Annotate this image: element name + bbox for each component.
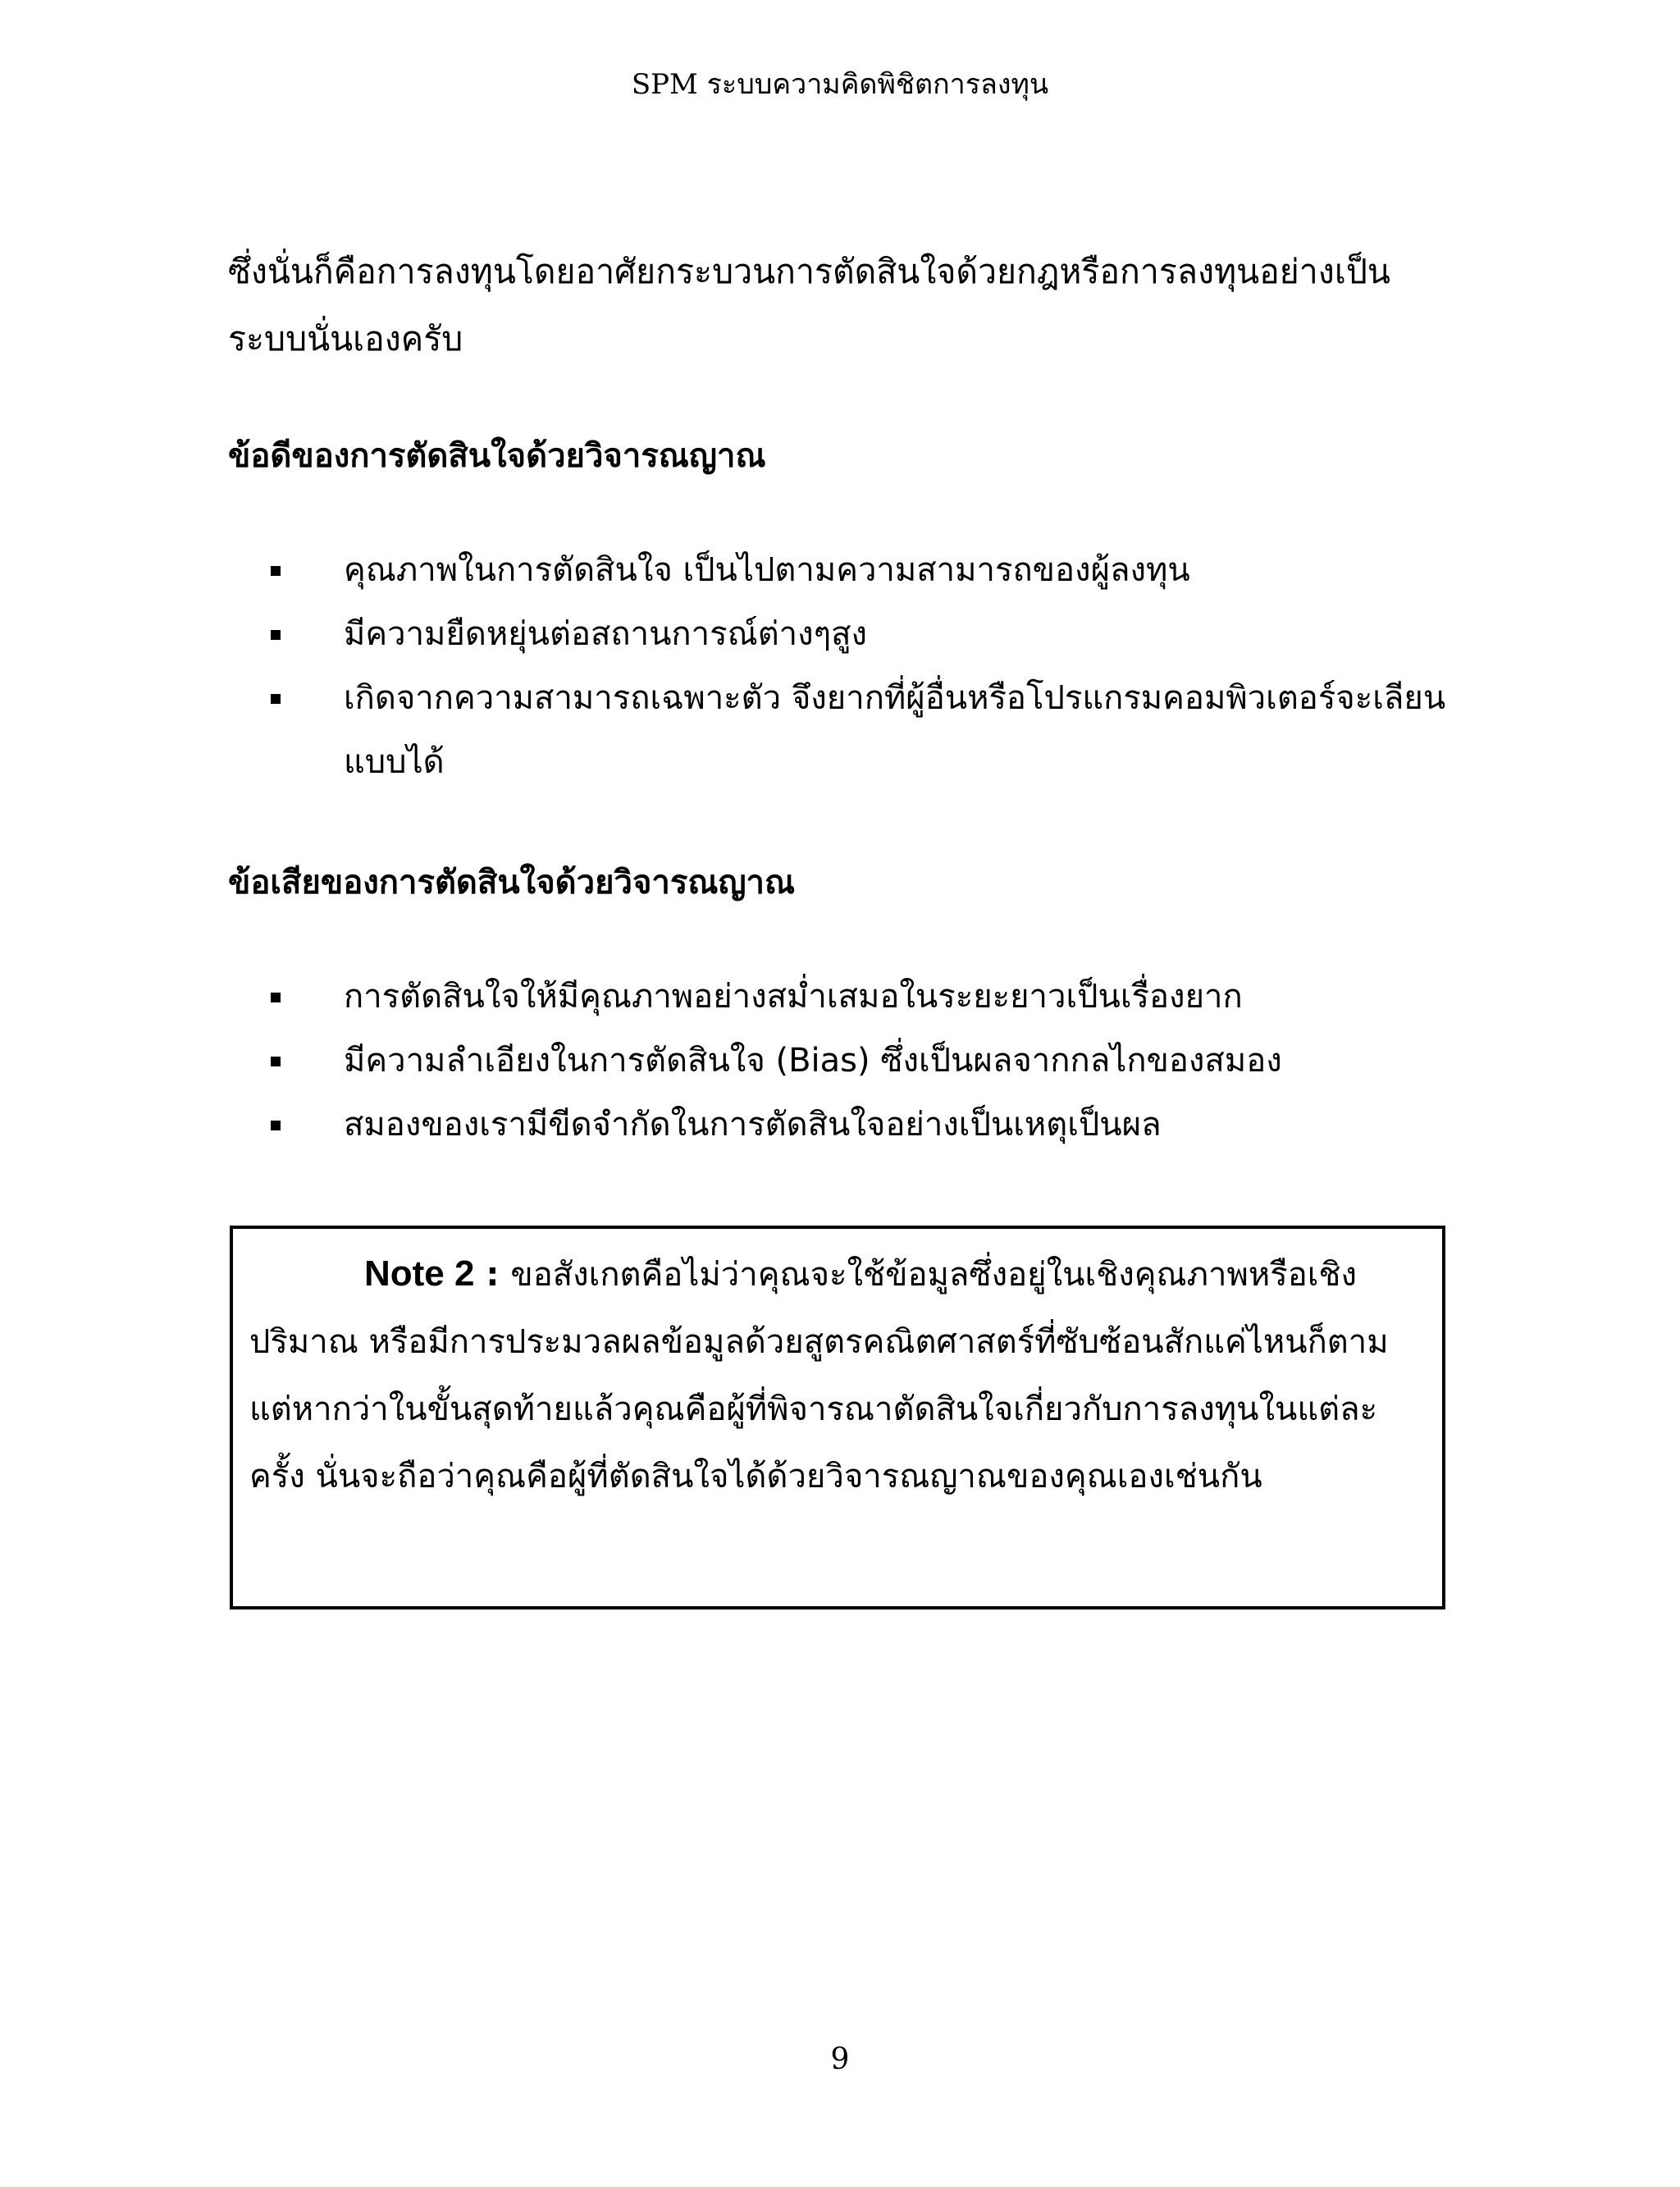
cons-list [228,965,1459,1157]
list-item-text: สมองของเรามีขีดจำกัดในการตัดสินใจอย่างเป็นเหตุเป็นผล [344,1106,1162,1144]
note-label: Note 2 [364,1253,475,1294]
list-item [228,1029,1459,1093]
cons-heading: ข้อเสียของการตัดสินใจด้วยวิจารณญาณ [228,864,796,902]
note-box [230,1226,1445,1609]
page-header: SPM ระบบความคิดพิชิตการลงทุน [631,68,1049,101]
square-bullet-icon [271,1121,281,1130]
note-paragraph [249,1240,1401,1510]
pros-list [228,538,1459,794]
square-bullet-icon [271,993,281,1002]
list-item-text: คุณภาพในการตัดสินใจ เป็นไปตามความสามารถของผู้ลงทุน [344,551,1190,589]
list-item [228,602,1459,666]
main-content [228,238,1459,1157]
note-separator: : [474,1256,511,1294]
square-bullet-icon [271,630,281,640]
note-text: ขอสังเกตคือไม่ว่าคุณจะใช้ข้อมูลซึ่งอยู่ในเชิงคุณภาพหรือเชิงปริมาณ หรือมีการประมวลผลข้อมูลด้วยสูตรคณิตศาสตร์ที่ซับซ้อนสักแค่ไหนก็ตาม แต่หากว่าในขั้นสุดท้ายแล้วคุณคือผู้ที่พิจารณาตัดสินใจเกี่ยวกับการลงทุนในแต่ละครั้ง นั่นจะถือว่าคุณคือผู้ที่ตัดสินใจได้ด้วยวิจารณญาณของคุณเองเช่นกัน [249,1256,1389,1495]
list-item [228,666,1459,794]
list-item-text: เกิดจากความสามารถเฉพาะตัว จึงยากที่ผู้อื่นหรือโปรแกรมคอมพิวเตอร์จะเลียนแบบได้ [344,679,1446,781]
list-item [228,538,1459,602]
list-item-text: มีความยืดหยุ่นต่อสถานการณ์ต่างๆสูง [344,615,868,653]
square-bullet-icon [271,1057,281,1066]
list-item [228,1093,1459,1157]
list-item-text: มีความลำเอียงในการตัดสินใจ (Bias) ซึ่งเป็นผลจากกลไกของสมอง [344,1042,1282,1080]
list-item [228,965,1459,1029]
page-number: 9 [830,2043,850,2076]
square-bullet-icon [271,694,281,704]
intro-paragraph: ซึ่งนั่นก็คือการลงทุนโดยอาศัยกระบวนการตัดสินใจด้วยกฎหรือการลงทุนอย่างเป็นระบบนั่นเองครับ [228,252,1390,358]
square-bullet-icon [271,566,281,576]
list-item-text: การตัดสินใจให้มีคุณภาพอย่างสม่ำเสมอในระยะยาวเป็นเรื่องยาก [344,978,1243,1016]
pros-heading: ข้อดีของการตัดสินใจด้วยวิจารณญาณ [228,437,766,475]
